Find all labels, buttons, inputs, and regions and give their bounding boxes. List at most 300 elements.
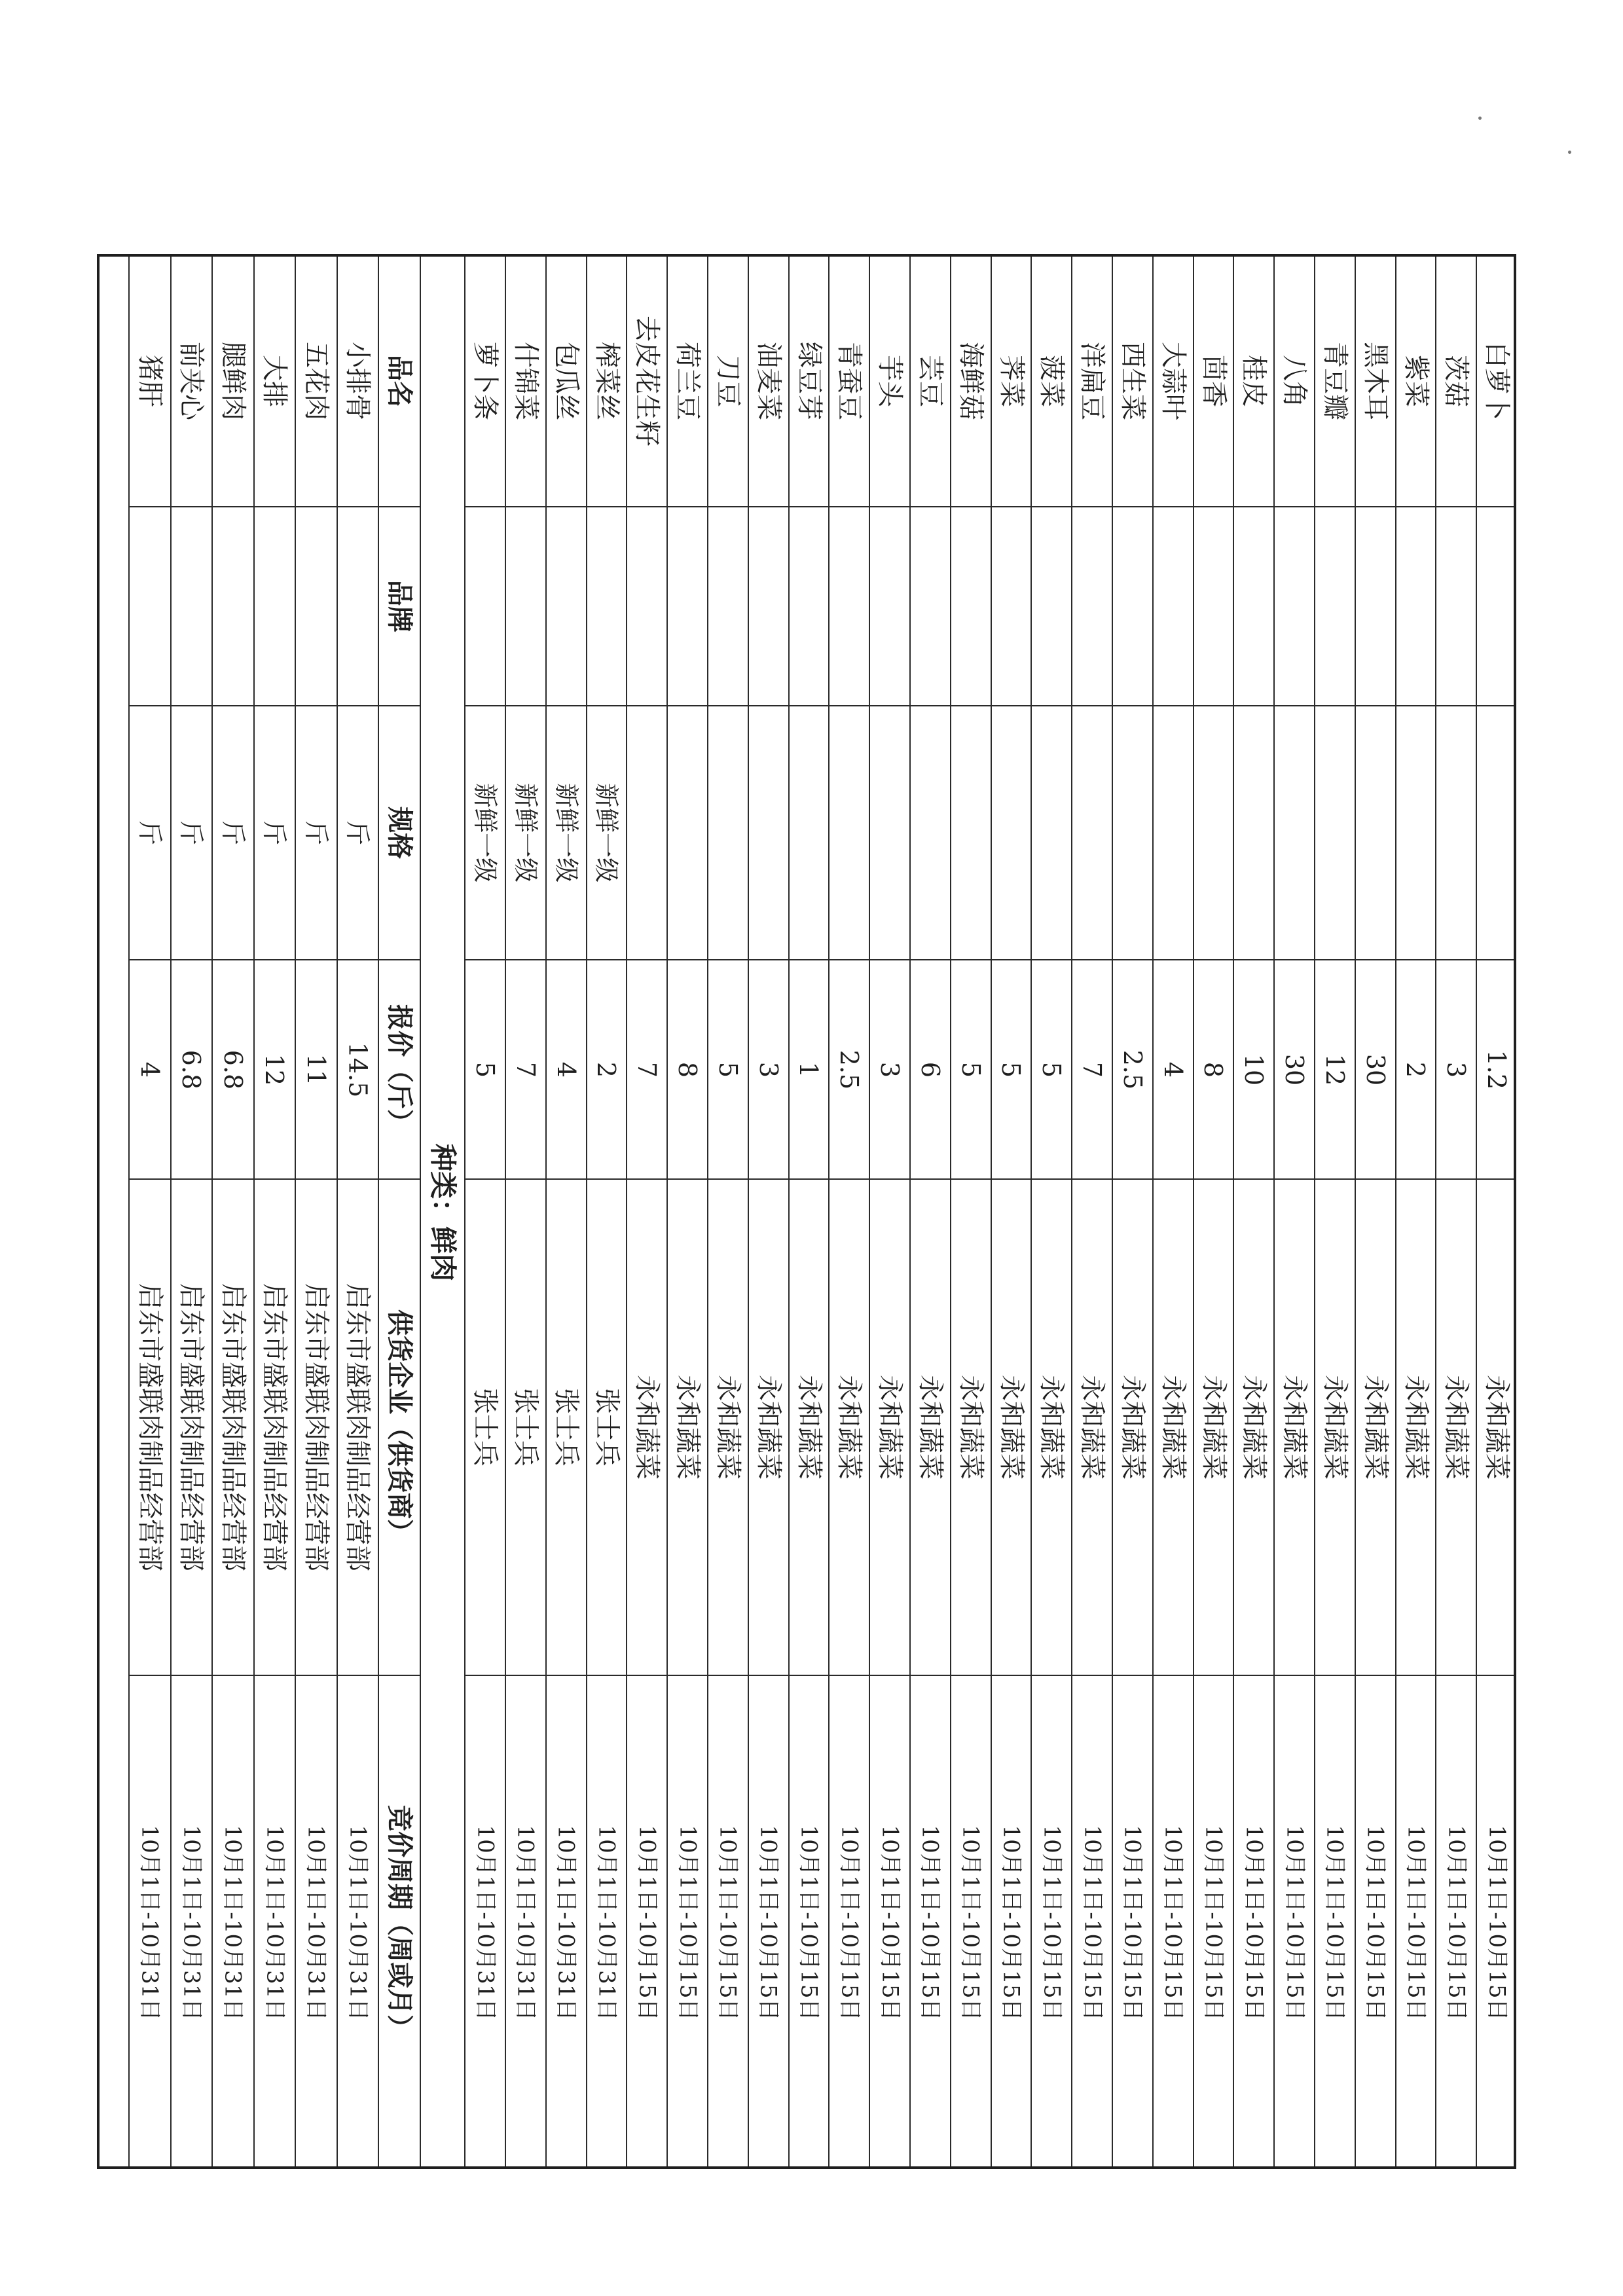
veg-row-period — [869, 1675, 909, 2169]
meat-row-supplier — [128, 1178, 170, 1675]
veg-row-supplier-text: 永和蔬菜 — [753, 1375, 784, 1480]
veg-row-supplier — [707, 1178, 748, 1675]
veg-row-period — [505, 1675, 545, 2169]
veg-row-brand — [1112, 506, 1152, 705]
veg-row-name — [586, 254, 627, 506]
veg-row-supplier-text: 永和蔬菜 — [793, 1375, 824, 1480]
veg-row-name-text: 什锦菜 — [510, 341, 541, 420]
veg-row-spec — [1152, 705, 1193, 959]
veg-row-supplier — [788, 1178, 829, 1675]
veg-row-period-text: 10月1日-10月15日 — [634, 1825, 661, 2020]
meat-row-spec-text: 斤 — [218, 820, 247, 846]
veg-row-price-text: 30 — [1360, 1053, 1390, 1085]
veg-row-name-text: 油麦菜 — [753, 341, 784, 420]
veg-row-price — [950, 959, 991, 1178]
veg-row-price-text: 2 — [1401, 1061, 1431, 1078]
veg-row-supplier-text: 张士兵 — [551, 1388, 581, 1467]
veg-row-brand — [1395, 506, 1436, 705]
veg-row-spec — [586, 705, 627, 959]
veg-row-spec — [707, 705, 748, 959]
meat-row-spec-text: 斤 — [343, 820, 373, 846]
veg-row-period-text: 10月1日-10月15日 — [1159, 1825, 1186, 2020]
veg-row-name-text: 大蒜叶 — [1158, 341, 1188, 420]
veg-row-period — [1071, 1675, 1112, 2169]
meat-row-period — [170, 1675, 212, 2169]
veg-row-supplier-text: 张士兵 — [591, 1388, 622, 1467]
veg-row-name — [1395, 254, 1436, 506]
meat-row-supplier-text: 启东市盛联肉制品经营部 — [342, 1283, 373, 1571]
veg-row-price — [828, 959, 869, 1178]
veg-row-supplier — [1273, 1178, 1314, 1675]
veg-row-period — [1435, 1675, 1476, 2169]
meat-row-price-text: 14.5 — [343, 1042, 373, 1097]
veg-row-period — [828, 1675, 869, 2169]
veg-row-supplier — [626, 1178, 666, 1675]
veg-row-spec-text: 新鲜一级 — [511, 782, 540, 883]
meat-row-period — [253, 1675, 295, 2169]
meat-header-supplier-text: 供货企业（供货商） — [384, 1309, 416, 1545]
veg-row-brand — [666, 506, 707, 705]
veg-row-spec — [828, 705, 869, 959]
veg-row-price-text: 12 — [1320, 1053, 1349, 1085]
veg-row-price-text: 1 — [794, 1061, 824, 1078]
veg-row-price-text: 8 — [673, 1061, 702, 1078]
veg-row-name — [1112, 254, 1152, 506]
veg-row-price — [1030, 959, 1071, 1178]
veg-row-name-text: 荷兰豆 — [672, 341, 703, 420]
veg-row-period-text: 10月1日-10月15日 — [1038, 1825, 1065, 2020]
veg-row-spec — [869, 705, 909, 959]
meat-row-price-text: 11 — [301, 1053, 331, 1085]
veg-row-period-text: 10月1日-10月15日 — [674, 1825, 701, 2020]
meat-header-spec-text: 规格 — [384, 807, 416, 859]
veg-row-name — [1233, 254, 1273, 506]
veg-row-brand — [748, 506, 788, 705]
veg-row-period-text: 10月1日-10月15日 — [998, 1825, 1025, 2020]
veg-row-supplier — [586, 1178, 627, 1675]
category-heading-text: 种类：鲜肉 — [427, 1143, 460, 1281]
veg-row-spec — [1435, 705, 1476, 959]
veg-row-price — [1193, 959, 1233, 1178]
meat-row-price-text: 4 — [135, 1061, 164, 1078]
veg-row-name — [1476, 254, 1516, 506]
veg-row-price-text: 5 — [956, 1061, 985, 1078]
veg-row-brand — [545, 506, 586, 705]
veg-row-supplier — [1112, 1178, 1152, 1675]
veg-row-supplier-text: 永和蔬菜 — [996, 1375, 1027, 1480]
meat-row-brand — [295, 506, 337, 705]
meat-row-supplier-text: 启东市盛联肉制品经营部 — [217, 1283, 248, 1571]
veg-row-spec — [464, 705, 505, 959]
veg-row-name — [1355, 254, 1395, 506]
veg-row-brand — [1233, 506, 1273, 705]
veg-row-price — [505, 959, 545, 1178]
veg-row-period — [1314, 1675, 1355, 2169]
meat-row-period — [295, 1675, 337, 2169]
veg-row-name-text: 茨菇 — [1441, 354, 1472, 407]
veg-row-name-text: 萝卜条 — [470, 341, 501, 420]
veg-row-brand — [1273, 506, 1314, 705]
veg-row-period — [1030, 1675, 1071, 2169]
veg-row-period-text: 10月1日-10月15日 — [755, 1825, 782, 2020]
meat-row-period-text: 10月1日-10月31日 — [344, 1825, 371, 2020]
veg-row-price — [909, 959, 950, 1178]
meat-row-name-text: 腿鲜肉 — [217, 341, 248, 420]
meat-row-name — [295, 254, 337, 506]
meat-row-brand — [337, 506, 378, 705]
veg-row-period-text: 10月1日-10月15日 — [957, 1825, 984, 2020]
veg-row-supplier-text: 永和蔬菜 — [632, 1375, 663, 1480]
veg-row-period — [464, 1675, 505, 2169]
veg-row-price — [748, 959, 788, 1178]
veg-row-price-text: 5 — [1037, 1061, 1067, 1078]
veg-row-brand — [828, 506, 869, 705]
meat-header-name — [378, 254, 420, 506]
meat-header-supplier — [378, 1178, 420, 1675]
meat-row-price-text: 6.8 — [177, 1049, 206, 1089]
veg-row-spec — [1314, 705, 1355, 959]
scan-speck — [1478, 117, 1482, 120]
veg-row-price — [666, 959, 707, 1178]
veg-row-period-text: 10月1日-10月31日 — [472, 1825, 499, 2020]
veg-row-price-text: 2.5 — [1118, 1049, 1147, 1089]
veg-row-price — [991, 959, 1031, 1178]
veg-row-period — [788, 1675, 829, 2169]
veg-row-name — [666, 254, 707, 506]
veg-row-period-text: 10月1日-10月15日 — [1321, 1825, 1348, 2020]
veg-row-name — [1273, 254, 1314, 506]
veg-row-name-text: 西生菜 — [1117, 341, 1148, 420]
veg-row-supplier — [1233, 1178, 1273, 1675]
veg-row-name — [828, 254, 869, 506]
veg-row-name-text: 菠菜 — [1036, 354, 1067, 407]
meat-header-period — [378, 1675, 420, 2169]
veg-row-brand — [1435, 506, 1476, 705]
veg-row-price — [1071, 959, 1112, 1178]
veg-row-supplier — [828, 1178, 869, 1675]
veg-row-name — [869, 254, 909, 506]
veg-row-supplier-text: 永和蔬菜 — [1279, 1375, 1310, 1480]
veg-row-supplier-text: 永和蔬菜 — [915, 1375, 945, 1480]
veg-row-supplier — [1314, 1178, 1355, 1675]
veg-row-name — [505, 254, 545, 506]
meat-row-price-text: 12 — [260, 1053, 289, 1085]
veg-row-spec — [1395, 705, 1436, 959]
veg-row-supplier — [1395, 1178, 1436, 1675]
veg-row-period-text: 10月1日-10月15日 — [1362, 1825, 1389, 2020]
meat-header-price-text: 报价（斤） — [384, 1004, 416, 1135]
veg-row-period-text: 10月1日-10月15日 — [714, 1825, 741, 2020]
veg-row-price-text: 5 — [713, 1061, 742, 1078]
veg-row-price-text: 8 — [1199, 1061, 1228, 1078]
veg-row-name — [1314, 254, 1355, 506]
meat-row-name-text: 大排 — [259, 354, 290, 407]
veg-row-brand — [950, 506, 991, 705]
veg-row-spec-text: 新鲜一级 — [551, 782, 581, 883]
veg-row-supplier-text: 永和蔬菜 — [1360, 1375, 1391, 1480]
veg-row-period — [586, 1675, 627, 2169]
meat-row-period-text: 10月1日-10月31日 — [219, 1825, 246, 2020]
veg-row-brand — [586, 506, 627, 705]
veg-row-brand — [505, 506, 545, 705]
veg-row-name — [1071, 254, 1112, 506]
veg-row-period — [666, 1675, 707, 2169]
meat-header-price — [378, 959, 420, 1178]
veg-row-brand — [1193, 506, 1233, 705]
meat-row-name — [170, 254, 212, 506]
veg-row-price — [1233, 959, 1273, 1178]
veg-row-spec — [909, 705, 950, 959]
veg-row-name-text: 茴香 — [1198, 354, 1229, 407]
meat-row-supplier-text: 启东市盛联肉制品经营部 — [259, 1283, 290, 1571]
meat-row-supplier — [253, 1178, 295, 1675]
veg-row-price-text: 6 — [915, 1061, 945, 1078]
veg-row-price-text: 3 — [875, 1061, 905, 1078]
veg-row-spec — [1071, 705, 1112, 959]
veg-row-name-text: 绿豆芽 — [793, 341, 824, 420]
veg-row-price — [586, 959, 627, 1178]
veg-row-supplier-text: 永和蔬菜 — [1239, 1375, 1269, 1480]
veg-row-spec — [1112, 705, 1152, 959]
veg-row-brand — [464, 506, 505, 705]
veg-row-spec — [950, 705, 991, 959]
veg-row-price-text: 4 — [551, 1061, 581, 1078]
veg-row-period-text: 10月1日-10月15日 — [1402, 1825, 1429, 2020]
veg-row-period — [1112, 1675, 1152, 2169]
veg-row-supplier-text: 永和蔬菜 — [1198, 1375, 1229, 1480]
meat-header-brand-text: 品牌 — [384, 580, 416, 632]
veg-row-name-text: 紫菜 — [1400, 354, 1431, 407]
veg-row-price-text: 1.2 — [1482, 1049, 1512, 1089]
veg-row-supplier-text: 永和蔬菜 — [1319, 1375, 1350, 1480]
veg-row-price — [1395, 959, 1436, 1178]
meat-row-period — [128, 1675, 170, 2169]
veg-row-supplier — [545, 1178, 586, 1675]
meat-row-spec — [128, 705, 170, 959]
meat-row-brand — [211, 506, 253, 705]
veg-row-period-text: 10月1日-10月15日 — [1079, 1825, 1106, 2020]
veg-row-supplier-text: 永和蔬菜 — [834, 1375, 865, 1480]
veg-row-supplier — [748, 1178, 788, 1675]
veg-row-spec-text: 新鲜一级 — [471, 782, 500, 883]
meat-row-price-text: 6.8 — [218, 1049, 247, 1089]
veg-row-period — [1355, 1675, 1395, 2169]
veg-row-supplier — [1435, 1178, 1476, 1675]
meat-row-period-text: 10月1日-10月31日 — [136, 1825, 163, 2020]
veg-row-name — [991, 254, 1031, 506]
veg-row-supplier — [666, 1178, 707, 1675]
veg-row-period-text: 10月1日-10月15日 — [1119, 1825, 1146, 2020]
meat-row-supplier-text: 启东市盛联肉制品经营部 — [176, 1283, 207, 1571]
meat-row-supplier-text: 启东市盛联肉制品经营部 — [134, 1283, 165, 1571]
veg-row-price-text: 30 — [1280, 1053, 1309, 1085]
veg-row-supplier — [1355, 1178, 1395, 1675]
veg-row-name — [950, 254, 991, 506]
veg-row-period-text: 10月1日-10月15日 — [795, 1825, 822, 2020]
veg-row-name — [748, 254, 788, 506]
veg-row-price-text: 5 — [471, 1061, 500, 1078]
meat-row-spec — [337, 705, 378, 959]
veg-row-brand — [1071, 506, 1112, 705]
veg-row-brand — [1152, 506, 1193, 705]
meat-row-brand — [128, 506, 170, 705]
veg-row-name — [545, 254, 586, 506]
veg-row-period — [545, 1675, 586, 2169]
veg-row-price-text: 7 — [632, 1061, 662, 1078]
meat-row-brand — [253, 506, 295, 705]
meat-row-price — [170, 959, 212, 1178]
veg-row-period-text: 10月1日-10月15日 — [877, 1825, 903, 2020]
veg-row-supplier-text: 永和蔬菜 — [712, 1375, 743, 1480]
meat-row-supplier — [295, 1178, 337, 1675]
veg-row-period — [1273, 1675, 1314, 2169]
meat-header-brand — [378, 506, 420, 705]
meat-row-supplier — [211, 1178, 253, 1675]
veg-row-period — [1193, 1675, 1233, 2169]
veg-row-price — [626, 959, 666, 1178]
meat-row-brand — [170, 506, 212, 705]
veg-row-price-text: 2.5 — [835, 1049, 864, 1089]
veg-row-price-text: 10 — [1239, 1053, 1269, 1085]
veg-row-name-text: 洋扁豆 — [1077, 341, 1108, 420]
veg-row-supplier-text: 永和蔬菜 — [1036, 1375, 1067, 1480]
meat-row-name-text: 五花肉 — [301, 341, 331, 420]
meat-row-name — [337, 254, 378, 506]
veg-row-spec — [788, 705, 829, 959]
veg-row-name — [707, 254, 748, 506]
meat-row-price — [128, 959, 170, 1178]
veg-row-period — [1233, 1675, 1273, 2169]
meat-row-name-text: 猪肝 — [134, 354, 165, 407]
veg-row-name — [909, 254, 950, 506]
veg-row-period — [909, 1675, 950, 2169]
veg-row-brand — [1030, 506, 1071, 705]
veg-row-name-text: 海鲜菇 — [955, 341, 986, 420]
veg-row-brand — [626, 506, 666, 705]
veg-row-supplier — [464, 1178, 505, 1675]
veg-row-supplier — [1071, 1178, 1112, 1675]
meat-header-spec — [378, 705, 420, 959]
veg-row-name-text: 芸豆 — [915, 354, 945, 407]
veg-row-name-text: 芋头 — [875, 354, 905, 407]
veg-row-supplier-text: 张士兵 — [510, 1388, 541, 1467]
veg-row-supplier — [991, 1178, 1031, 1675]
veg-row-period — [991, 1675, 1031, 2169]
veg-row-period — [707, 1675, 748, 2169]
veg-row-name-text: 榨菜丝 — [591, 341, 622, 420]
meat-row-supplier-text: 启东市盛联肉制品经营部 — [301, 1283, 331, 1571]
veg-row-period — [1476, 1675, 1516, 2169]
veg-row-name — [1030, 254, 1071, 506]
veg-row-price — [1476, 959, 1516, 1178]
veg-row-spec — [1193, 705, 1233, 959]
meat-header-name-text: 品名 — [384, 354, 416, 407]
meat-row-name — [128, 254, 170, 506]
veg-row-period-text: 10月1日-10月15日 — [1281, 1825, 1308, 2020]
veg-row-price — [869, 959, 909, 1178]
veg-row-name-text: 桂皮 — [1239, 354, 1269, 407]
veg-row-price-text: 5 — [996, 1061, 1026, 1078]
veg-row-spec — [1030, 705, 1071, 959]
meat-row-spec-text: 斤 — [135, 820, 164, 846]
veg-row-price — [1435, 959, 1476, 1178]
meat-row-period-text: 10月1日-10月31日 — [261, 1825, 288, 2020]
veg-row-price-text: 2 — [592, 1061, 621, 1078]
veg-row-brand — [1355, 506, 1395, 705]
veg-row-spec — [1273, 705, 1314, 959]
veg-row-supplier-text: 永和蔬菜 — [672, 1375, 703, 1480]
veg-row-period-text: 10月1日-10月31日 — [512, 1825, 539, 2020]
veg-row-supplier-text: 永和蔬菜 — [1400, 1375, 1431, 1480]
meat-row-name — [211, 254, 253, 506]
veg-row-price — [1314, 959, 1355, 1178]
veg-row-name-text: 白萝卜 — [1482, 341, 1512, 420]
veg-row-brand — [707, 506, 748, 705]
veg-row-brand — [1314, 506, 1355, 705]
veg-row-spec — [626, 705, 666, 959]
veg-row-period-text: 10月1日-10月31日 — [593, 1825, 620, 2020]
veg-row-period-text: 10月1日-10月31日 — [553, 1825, 579, 2020]
veg-row-supplier — [869, 1178, 909, 1675]
meat-row-name-text: 前夹心 — [176, 341, 207, 420]
veg-row-supplier-text: 永和蔬菜 — [1482, 1375, 1512, 1480]
veg-row-spec — [505, 705, 545, 959]
meat-row-period-text: 10月1日-10月31日 — [178, 1825, 205, 2020]
veg-row-name — [788, 254, 829, 506]
veg-row-brand — [1476, 506, 1516, 705]
veg-row-spec — [991, 705, 1031, 959]
veg-row-price-text: 3 — [754, 1061, 783, 1078]
veg-row-period — [1152, 1675, 1193, 2169]
veg-row-name-text: 去皮花生籽 — [632, 315, 663, 446]
meat-row-supplier — [337, 1178, 378, 1675]
meat-row-period — [337, 1675, 378, 2169]
veg-row-name — [626, 254, 666, 506]
meat-row-spec — [170, 705, 212, 959]
veg-row-period-text: 10月1日-10月15日 — [1443, 1825, 1470, 2020]
meat-row-supplier — [170, 1178, 212, 1675]
veg-row-price-text: 7 — [511, 1061, 540, 1078]
veg-row-supplier-text: 永和蔬菜 — [1441, 1375, 1472, 1480]
veg-row-name-text: 八角 — [1279, 354, 1310, 407]
veg-row-price — [1273, 959, 1314, 1178]
veg-row-name — [1193, 254, 1233, 506]
veg-row-period-text: 10月1日-10月15日 — [1484, 1825, 1510, 2020]
veg-row-supplier-text: 永和蔬菜 — [1158, 1375, 1188, 1480]
veg-row-period — [950, 1675, 991, 2169]
veg-row-brand — [909, 506, 950, 705]
veg-row-name-text: 刀豆 — [712, 354, 743, 407]
veg-row-supplier — [1193, 1178, 1233, 1675]
veg-row-supplier-text: 张士兵 — [470, 1388, 501, 1467]
veg-row-spec — [1476, 705, 1516, 959]
meat-row-spec-text: 斤 — [260, 820, 289, 846]
veg-row-period-text: 10月1日-10月15日 — [1200, 1825, 1227, 2020]
scan-speck — [1568, 151, 1571, 154]
meat-row-spec-text: 斤 — [301, 820, 331, 846]
veg-row-brand — [788, 506, 829, 705]
veg-row-spec — [545, 705, 586, 959]
veg-row-price-text: 4 — [1158, 1061, 1188, 1078]
meat-header-period-text: 竞价周期（周或月） — [384, 1804, 416, 2041]
veg-row-spec — [748, 705, 788, 959]
veg-row-price-text: 7 — [1078, 1061, 1107, 1078]
veg-row-spec — [1355, 705, 1395, 959]
meat-row-name — [253, 254, 295, 506]
veg-row-period — [1395, 1675, 1436, 2169]
veg-row-price — [788, 959, 829, 1178]
veg-row-price — [545, 959, 586, 1178]
